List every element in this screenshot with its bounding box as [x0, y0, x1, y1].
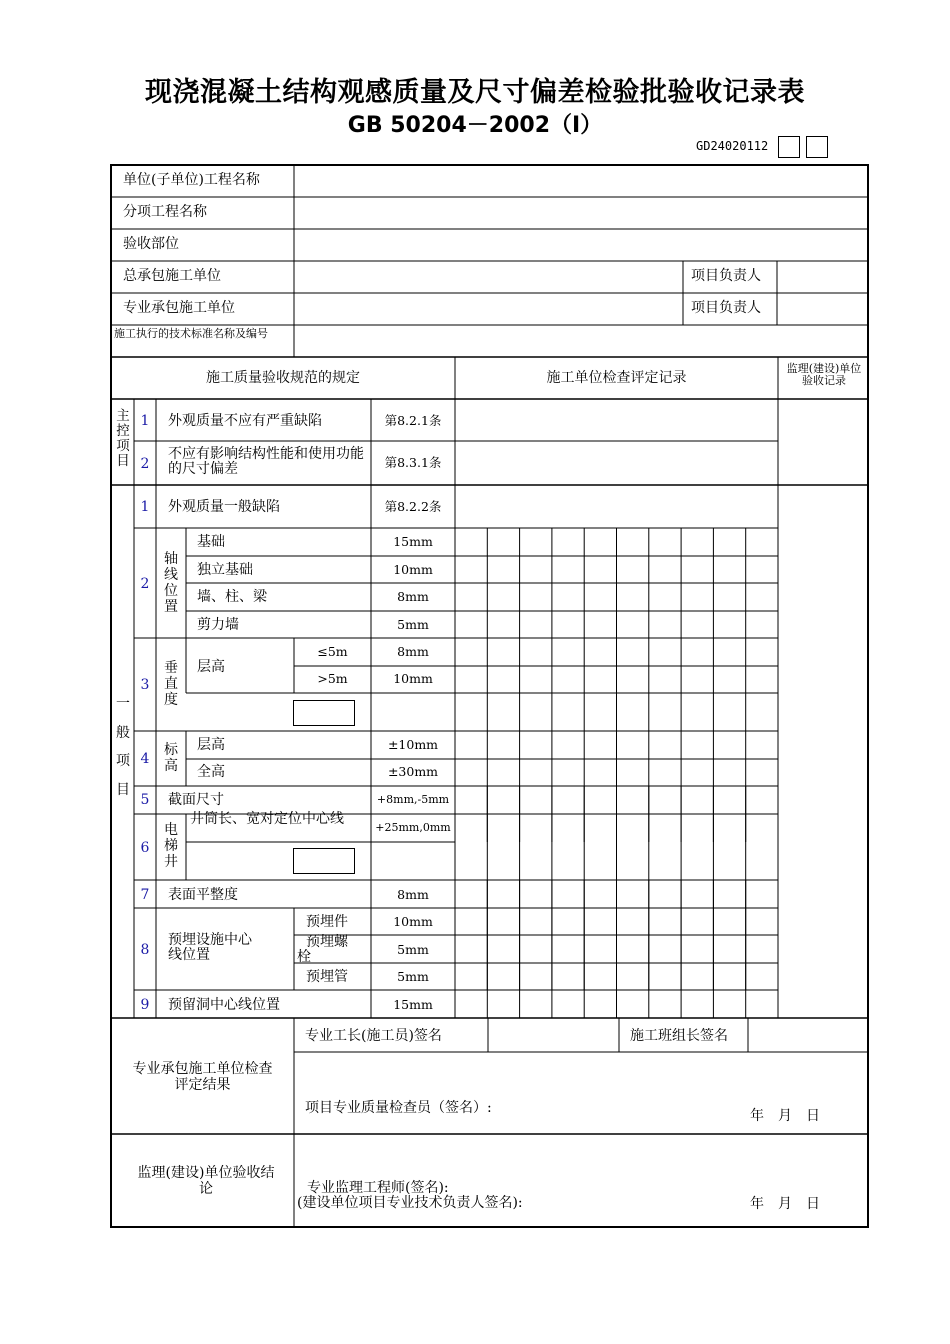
main-item-2-no: 2 [140, 456, 150, 472]
owner-sign-label: (建设单位项目专业技术负责人签名): [297, 1195, 523, 1211]
main-item-1-desc: 外观质量不应有严重缺陷 [168, 413, 322, 429]
section-no: 5 [140, 792, 150, 808]
elevation-row-1-name: 层高 [197, 737, 225, 753]
elevator-desc: 井筒长、宽对定位中心线 [190, 811, 344, 827]
axis-row-2-name: 独立基础 [197, 562, 253, 578]
manager-label-1: 项目负责人 [691, 268, 761, 284]
team-leader-sign-label: 施工班组长签名 [630, 1028, 728, 1044]
specialty-contractor-label: 专业承包施工单位 [123, 300, 235, 316]
general-item-1-desc: 外观质量一般缺陷 [168, 499, 280, 515]
col-spec-header: 施工质量验收规范的规定 [206, 370, 360, 386]
embedded-desc: 预埋设施中心线位置 [168, 932, 252, 964]
axis-row-2-tol: 10mm [393, 562, 433, 577]
page-title: 现浇混凝土结构观感质量及尺寸偏差检验批验收记录表 [145, 77, 805, 108]
col-record-header: 施工单位检查评定记录 [546, 370, 687, 386]
embedded-row-3-tol: 5mm [397, 969, 429, 984]
section-desc: 截面尺寸 [168, 792, 224, 808]
main-group-label: 主控项目 [116, 408, 130, 469]
col-supervisor-header: 监理(建设)单位验收记录 [786, 362, 862, 388]
vertical-row-1-cond: ≤5m [317, 644, 348, 659]
sub-project-label: 分项工程名称 [123, 204, 207, 220]
hole-no: 9 [140, 997, 150, 1013]
vertical-row-1-tol: 8mm [397, 644, 429, 659]
axis-no: 2 [140, 576, 150, 592]
axis-row-3-name: 墙、柱、梁 [197, 589, 267, 605]
axis-row-4-tol: 5mm [397, 617, 429, 632]
main-item-1-no: 1 [140, 413, 150, 429]
foreman-sign-label: 专业工长(施工员)签名 [305, 1028, 442, 1044]
standard-label: 施工执行的技术标准名称及编号 [114, 327, 268, 340]
date-1: 年 月 日 [750, 1108, 820, 1124]
embedded-row-3-name: 预埋管 [306, 969, 348, 985]
date-2: 年 月 日 [750, 1196, 820, 1212]
elevator-extra-input[interactable] [293, 848, 355, 874]
elevator-no: 6 [140, 840, 150, 856]
elevation-row-2-tol: ±30mm [387, 764, 439, 779]
general-item-1-clause: 第8.2.2条 [384, 499, 442, 514]
vertical-row-2-tol: 10mm [393, 671, 433, 686]
vertical-extra-input[interactable] [293, 700, 355, 726]
elevation-label: 标高 [164, 742, 178, 775]
embedded-row-2-tol: 5mm [397, 942, 429, 957]
elevation-row-1-tol: ±10mm [387, 737, 439, 752]
flatness-no: 7 [140, 887, 150, 903]
general-contractor-label: 总承包施工单位 [123, 268, 221, 284]
embedded-row-1-name: 预埋件 [306, 914, 348, 930]
main-item-2-clause: 第8.3.1条 [384, 455, 442, 470]
supervisor-conclusion-label: 监理(建设)单位验收结论 [137, 1165, 275, 1198]
vertical-no: 3 [140, 677, 150, 693]
elevator-tol: +25mm,0mm [375, 821, 451, 834]
hole-desc: 预留洞中心线位置 [168, 997, 280, 1013]
flatness-tol: 8mm [397, 887, 429, 902]
manager-label-2: 项目负责人 [691, 300, 761, 316]
embedded-row-1-tol: 10mm [393, 914, 433, 929]
form-code: GD24020112 [696, 139, 769, 153]
axis-row-1-tol: 15mm [393, 534, 433, 549]
vertical-sub: 层高 [197, 659, 225, 675]
elevation-row-2-name: 全高 [197, 764, 225, 780]
flatness-desc: 表面平整度 [168, 887, 238, 903]
vertical-label: 垂直度 [164, 660, 178, 709]
main-item-1-clause: 第8.2.1条 [384, 413, 442, 428]
standard-subtitle: GB 50204－2002（Ⅰ） [347, 113, 603, 138]
general-group-label: 一般项目 [116, 696, 130, 799]
vertical-row-2-cond: >5m [317, 671, 348, 686]
axis-row-4-name: 剪力墙 [197, 617, 239, 633]
embedded-row-2-name: 预埋螺栓 [297, 934, 348, 965]
elevation-no: 4 [140, 751, 150, 767]
axis-row-3-tol: 8mm [397, 589, 429, 604]
axis-row-1-name: 基础 [197, 534, 225, 550]
hole-tol: 15mm [393, 997, 433, 1012]
inspector-sign-label: 项目专业质量检查员（签名）: [305, 1100, 492, 1116]
general-item-1-no: 1 [140, 499, 150, 515]
location-label: 验收部位 [123, 236, 179, 252]
project-name-label: 单位(子单位)工程名称 [123, 172, 260, 188]
main-item-2-desc: 不应有影响结构性能和使用功能的尺寸偏差 [168, 446, 364, 478]
engineer-sign-label: 专业监理工程师(签名): [307, 1180, 449, 1196]
embedded-no: 8 [140, 942, 150, 958]
contractor-result-label: 专业承包施工单位检查评定结果 [132, 1061, 273, 1094]
axis-label: 轴线位置 [164, 551, 178, 616]
section-tol: +8mm,-5mm [376, 793, 450, 806]
elevator-label: 电梯井 [164, 822, 178, 871]
